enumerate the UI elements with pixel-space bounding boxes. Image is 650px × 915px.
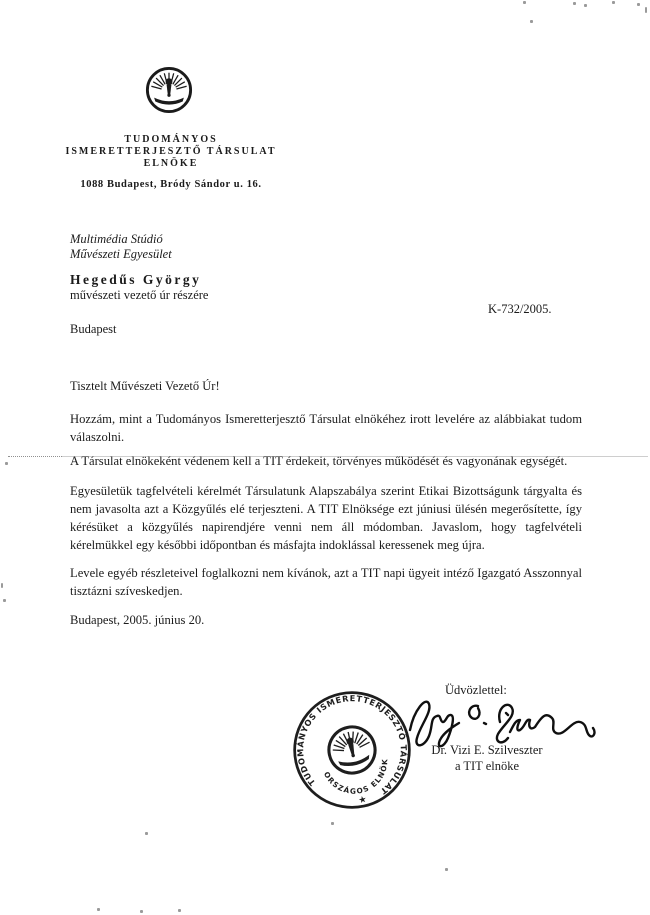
star-icon: ★ (357, 794, 368, 807)
salutation: Tisztelt Művészeti Vezető Úr! (70, 379, 220, 393)
scan-speck (530, 20, 533, 23)
scan-speck (3, 599, 6, 602)
paragraph: Levele egyéb részleteivel foglalkozni nem kívánok, azt a TIT napi ügyeit intéző Igazgató Asszonnyal tisztázni szíveskedjen. (70, 566, 582, 598)
closing: Üdvözlettel: (445, 683, 507, 697)
paragraph: A Társulat elnökeként védenem kell a TIT érdekeit, törvényes működését és vagyonának egységét. (70, 454, 568, 468)
paragraph: Hozzám, mint a Tudományos Ismeretterjesztő Társulat elnökéhez irott levelére az alábbiakat tudom válaszolni. (70, 412, 582, 444)
scan-speck (331, 822, 334, 825)
scan-speck (97, 908, 100, 911)
tit-emblem-logo (145, 66, 193, 114)
scan-artifact-line (62, 456, 648, 457)
scan-artifact-line (8, 456, 62, 457)
recipient-city: Budapest (70, 322, 117, 336)
letterhead-address: 1088 Budapest, Bródy Sándor u. 16. (80, 179, 262, 190)
letterhead-org-line3: ELNÖKE (143, 158, 199, 169)
signer-title: a TIT elnöke (454, 759, 520, 773)
scan-speck (140, 910, 143, 913)
dateline: Budapest, 2005. június 20. (70, 613, 205, 627)
scan-speck (584, 4, 587, 7)
recipient-block (70, 232, 208, 337)
signer-block (412, 742, 562, 774)
stamp-ring-text: TUDOMÁNYOS ISMERETTERJESZTŐ TÁRSULAT (295, 693, 409, 797)
scan-speck (445, 868, 448, 871)
paragraph: Egyesületük tagfelvételi kérelmét Társulatunk Alapszabálya szerint Etikai Bizottságunk tárgyalta és nem javasolta azt a Közgyűlés elé terjeszteni. A TIT Elnöksége ezt júniusi ülésén megerősítette, így kérésüket a közgyűlés napirendjére venni nem áll módomban. Javaslom, hogy tagfelvételi kérelmükkel egy későbbi időpontban és másfajta indoklással keressenek meg újra. (70, 484, 582, 552)
letterhead-org-line2: ISMERETTERJESZTŐ TÁRSULAT (65, 146, 277, 157)
scan-speck (178, 909, 181, 912)
recipient-title: művészeti vezető úr részére (70, 288, 209, 302)
scan-speck (645, 7, 647, 13)
letter-body (70, 410, 582, 629)
letterhead (58, 134, 284, 190)
reference-number: K-732/2005. (488, 302, 552, 316)
scan-speck (573, 2, 576, 5)
signer-name: Dr. Vizi E. Szilveszter (431, 743, 543, 757)
scan-speck (612, 1, 615, 4)
scan-speck (5, 462, 8, 465)
scan-speck (1, 583, 3, 588)
letterhead-org-line1: TUDOMÁNYOS (124, 134, 218, 145)
recipient-name: Hegedűs György (70, 272, 202, 287)
recipient-org-line1: Multimédia Stúdió (70, 232, 163, 246)
scan-speck (145, 832, 148, 835)
scan-speck (637, 3, 640, 6)
stamp-inner-text: ORSZÁGOS ELNÖK (321, 757, 390, 796)
recipient-org-line2: Művészeti Egyesület (70, 247, 172, 261)
scan-speck (523, 1, 526, 4)
